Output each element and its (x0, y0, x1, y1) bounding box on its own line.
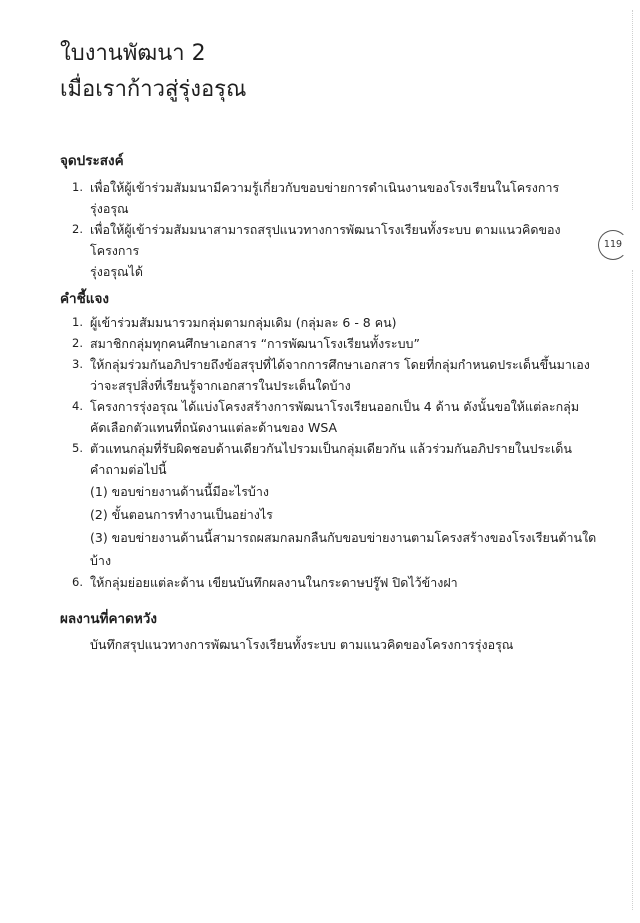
item-text-line: ให้กลุ่มร่วมกันอภิปรายถึงข้อสรุปที่ได้จากการศึกษาเอกสาร โดยที่กลุ่มกำหนดประเด็นขึ้นมาเอง (90, 357, 590, 372)
question-list (90, 480, 600, 572)
item-number: 1. (72, 315, 83, 329)
purpose-item (60, 219, 600, 282)
item-text-line: ตัวแทนกลุ่มที่รับผิดชอบด้านเดียวกันไปรวมเป็นกลุ่มเดียวกัน แล้วร่วมกันอภิปรายในประเด็น (90, 441, 572, 456)
item-text-line: สมาชิกกลุ่มทุกคนศึกษาเอกสาร “การพัฒนาโรงเรียนทั้งระบบ” (90, 336, 420, 351)
instruction-item (60, 354, 600, 396)
worksheet-subtitle: เมื่อเราก้าวสู่รุ่งอรุณ (60, 77, 247, 102)
item-text-line: คำถามต่อไปนี้ (90, 462, 167, 477)
instruction-item (60, 572, 600, 593)
margin-dotted-line (632, 10, 634, 210)
item-text-line: ผู้เข้าร่วมสัมมนารวมกลุ่มตามกลุ่มเดิม (กลุ่มละ 6 - 8 คน) (90, 315, 397, 330)
instructions-heading: คำชี้แจง (60, 291, 109, 307)
instruction-item (60, 333, 600, 354)
item-number: 3. (72, 357, 83, 371)
item-text-line: โครงการรุ่งอรุณ ได้แบ่งโครงสร้างการพัฒนาโรงเรียนออกเป็น 4 ด้าน ดังนั้นขอให้แต่ละกลุ่ม (90, 399, 580, 414)
question-item: (2) ขั้นตอนการทำงานเป็นอย่างไร (90, 507, 273, 522)
item-number: 2. (72, 336, 83, 350)
item-text-line: รุ่งอรุณ (90, 201, 129, 216)
purpose-list (60, 177, 600, 282)
purpose-heading: จุดประสงค์ (60, 153, 124, 169)
expected-result-heading: ผลงานที่คาดหวัง (60, 611, 157, 627)
item-text-line: คัดเลือกตัวแทนที่ถนัดงานแต่ละด้านของ WSA (90, 420, 338, 435)
instructions-list (60, 312, 600, 593)
margin-dotted-line (632, 270, 634, 910)
page-number-badge: 119 (598, 230, 628, 260)
instruction-item (60, 312, 600, 333)
question-item: (1) ขอบข่ายงานด้านนี้มีอะไรบ้าง (90, 484, 269, 499)
item-number: 5. (72, 441, 83, 455)
instruction-item (60, 438, 600, 572)
instruction-item (60, 396, 600, 438)
item-text-line: เพื่อให้ผู้เข้าร่วมสัมมนามีความรู้เกี่ยวกับขอบข่ายการดำเนินงานของโรงเรียนในโครงการ (90, 180, 560, 195)
item-text-line: ว่าจะสรุปสิ่งที่เรียนรู้จากเอกสารในประเด็นใดบ้าง (90, 378, 351, 393)
item-text-line: เพื่อให้ผู้เข้าร่วมสัมมนาสามารถสรุปแนวทางการพัฒนาโรงเรียนทั้งระบบ ตามแนวคิดของโครงการ (90, 222, 561, 258)
item-text-line: ให้กลุ่มย่อยแต่ละด้าน เขียนบันทึกผลงานในกระดาษปรู๊ฟ ปิดไว้ข้างฝา (90, 575, 458, 590)
purpose-item (60, 177, 600, 219)
item-number: 2. (72, 222, 83, 236)
item-text-line: รุ่งอรุณได้ (90, 264, 144, 279)
expected-result-text: บันทึกสรุปแนวทางการพัฒนาโรงเรียนทั้งระบบ ตามแนวคิดของโครงการรุ่งอรุณ (90, 637, 514, 652)
item-number: 1. (72, 180, 83, 194)
item-number: 4. (72, 399, 83, 413)
worksheet-title: ใบงานพัฒนา 2 (60, 41, 206, 66)
question-item: (3) ขอบข่ายงานด้านนี้สามารถผสมกลมกลืนกับขอบข่ายงานตามโครงสร้างของโรงเรียนด้านใดบ้าง (90, 530, 597, 568)
item-number: 6. (72, 575, 83, 589)
